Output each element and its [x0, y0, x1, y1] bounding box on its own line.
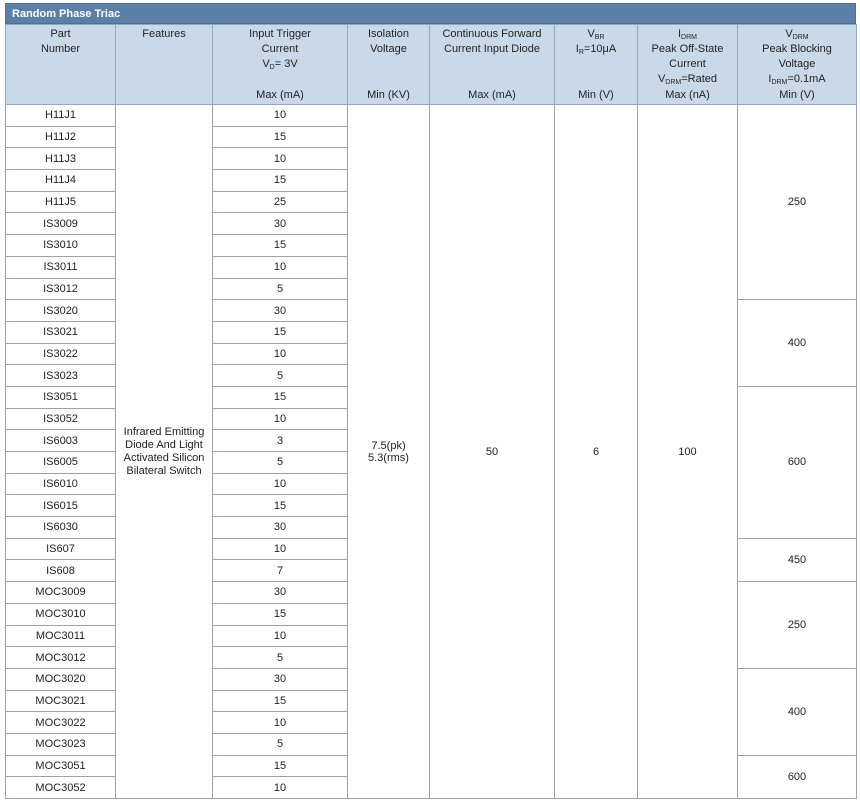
idrm-cell: 100: [638, 105, 738, 799]
header-idrm-i: I: [677, 28, 682, 40]
vdrm-cell: 600: [738, 755, 857, 798]
part-number-cell: IS6030: [6, 517, 116, 539]
trigger-current-cell: 5: [213, 452, 348, 474]
trigger-current-cell: 30: [213, 582, 348, 604]
vdrm-cell: 400: [738, 668, 857, 755]
header-features: [116, 25, 213, 105]
header-vdrm-unit: Min (V): [779, 89, 815, 101]
trigger-current-cell: 15: [213, 321, 348, 343]
trigger-current-cell: 10: [213, 105, 348, 127]
header-trigger-sub: D: [269, 64, 275, 71]
header-idrm-vrest: =Rated: [681, 73, 718, 85]
trigger-current-cell: 10: [213, 343, 348, 365]
header-part-line1: Part: [50, 28, 71, 40]
isolation-voltage-cell: [348, 105, 430, 799]
part-number-cell: IS3009: [6, 213, 116, 235]
part-number-cell: IS3023: [6, 365, 116, 387]
header-forward-line2: Current Input Diode: [444, 43, 540, 55]
vbr-cell: 6: [555, 105, 638, 799]
part-number-cell: IS3051: [6, 386, 116, 408]
header-forward-line1: Continuous Forward: [442, 28, 542, 40]
trigger-current-cell: 5: [213, 647, 348, 669]
trigger-current-cell: 10: [213, 777, 348, 799]
triac-spec-table: [5, 24, 857, 799]
header-vbr-irest: =10μA: [583, 43, 617, 55]
header-part-line2: Number: [40, 43, 81, 55]
header-vdrm-irest: =0.1mA: [787, 73, 826, 85]
header-vdrm-sub: DRM: [792, 34, 809, 41]
part-number-cell: IS3022: [6, 343, 116, 365]
part-number-cell: H11J5: [6, 191, 116, 213]
part-number-cell: IS3012: [6, 278, 116, 300]
part-number-cell: MOC3012: [6, 647, 116, 669]
part-number-cell: MOC3009: [6, 582, 116, 604]
header-vbr-v: V: [587, 28, 595, 40]
header-features-line1: Features: [142, 28, 186, 40]
header-idrm-line3: Current: [669, 58, 706, 70]
trigger-current-cell: 15: [213, 235, 348, 257]
features-cell: Infrared Emitting Diode And Light Activated Silicon Bilateral Switch: [116, 105, 213, 799]
header-trigger-line2: Current: [261, 43, 299, 55]
trigger-current-cell: 30: [213, 517, 348, 539]
header-idrm-v: V: [657, 73, 666, 85]
header-idrm-line2: Peak Off-State: [651, 43, 724, 55]
forward-current-cell: 50: [430, 105, 555, 799]
part-number-cell: MOC3021: [6, 690, 116, 712]
header-vdrm-line3: Voltage: [778, 58, 816, 70]
isolation-value-rms: 5.3(rms): [368, 451, 409, 464]
trigger-current-cell: 5: [213, 733, 348, 755]
part-number-cell: IS3020: [6, 300, 116, 322]
header-idrm-unit: Max (nA): [665, 89, 710, 101]
header-isolation-unit: Min (KV): [367, 89, 410, 101]
trigger-current-cell: 10: [213, 408, 348, 430]
vdrm-cell: 600: [738, 386, 857, 538]
trigger-current-cell: 15: [213, 755, 348, 777]
header-isolation-line2: Voltage: [370, 43, 407, 55]
part-number-cell: MOC3052: [6, 777, 116, 799]
part-number-cell: H11J3: [6, 148, 116, 170]
header-isolation-voltage: [348, 25, 430, 105]
header-trigger-v: V: [262, 58, 270, 70]
header-continuous-forward-current: [430, 25, 555, 105]
trigger-current-cell: 3: [213, 430, 348, 452]
part-number-cell: H11J4: [6, 170, 116, 192]
vdrm-cell: 400: [738, 300, 857, 387]
header-vbr: [555, 25, 638, 105]
header-vdrm-i: I: [768, 73, 772, 85]
trigger-current-cell: 15: [213, 386, 348, 408]
trigger-current-cell: 5: [213, 278, 348, 300]
table-title: Random Phase Triac: [5, 3, 856, 24]
header-trigger-unit: Max (mA): [256, 89, 304, 101]
trigger-current-cell: 10: [213, 256, 348, 278]
trigger-current-cell: 30: [213, 213, 348, 235]
trigger-current-cell: 10: [213, 625, 348, 647]
random-phase-triac-table-wrapper: [5, 3, 856, 799]
trigger-current-cell: 10: [213, 148, 348, 170]
trigger-current-cell: 15: [213, 495, 348, 517]
trigger-current-cell: 10: [213, 538, 348, 560]
trigger-current-cell: 30: [213, 668, 348, 690]
part-number-cell: IS6015: [6, 495, 116, 517]
part-number-cell: IS6010: [6, 473, 116, 495]
header-idrm: [638, 25, 738, 105]
header-trigger-rest: = 3V: [274, 58, 298, 70]
part-number-cell: IS3052: [6, 408, 116, 430]
part-number-cell: MOC3022: [6, 712, 116, 734]
header-vdrm-line2: Peak Blocking: [762, 43, 832, 55]
table-body: [6, 105, 857, 799]
part-number-cell: IS3021: [6, 321, 116, 343]
part-number-cell: IS6003: [6, 430, 116, 452]
trigger-current-cell: 15: [213, 170, 348, 192]
header-part-number: [6, 25, 116, 105]
part-number-cell: MOC3023: [6, 733, 116, 755]
part-number-cell: MOC3010: [6, 603, 116, 625]
part-number-cell: H11J2: [6, 126, 116, 148]
table-row: [6, 105, 857, 127]
vdrm-cell: 250: [738, 582, 857, 669]
header-idrm-vsub: DRM: [665, 79, 682, 86]
header-input-trigger-current: [213, 25, 348, 105]
part-number-cell: IS607: [6, 538, 116, 560]
part-number-cell: MOC3051: [6, 755, 116, 777]
vdrm-cell: 250: [738, 105, 857, 300]
trigger-current-cell: 30: [213, 300, 348, 322]
header-vbr-isub: R: [578, 49, 584, 56]
part-number-cell: IS3010: [6, 235, 116, 257]
header-vdrm-isub: DRM: [771, 79, 788, 86]
header-isolation-line1: Isolation: [368, 28, 409, 40]
trigger-current-cell: 10: [213, 473, 348, 495]
trigger-current-cell: 15: [213, 690, 348, 712]
part-number-cell: MOC3020: [6, 668, 116, 690]
header-vbr-unit: Min (V): [578, 89, 614, 101]
part-number-cell: IS608: [6, 560, 116, 582]
header-vdrm: [738, 25, 857, 105]
trigger-current-cell: 15: [213, 603, 348, 625]
header-vdrm-v: V: [785, 28, 793, 40]
trigger-current-cell: 15: [213, 126, 348, 148]
header-vbr-i: I: [575, 43, 579, 55]
isolation-value-pk: 7.5(pk): [371, 439, 406, 452]
part-number-cell: H11J1: [6, 105, 116, 127]
header-vbr-sub: BR: [594, 34, 605, 41]
part-number-cell: IS3011: [6, 256, 116, 278]
part-number-cell: IS6005: [6, 452, 116, 474]
header-idrm-sub: DRM: [681, 34, 697, 41]
header-row: [6, 25, 857, 105]
header-trigger-line1: Input Trigger: [249, 28, 311, 40]
trigger-current-cell: 25: [213, 191, 348, 213]
trigger-current-cell: 10: [213, 712, 348, 734]
header-forward-unit: Max (mA): [468, 89, 516, 101]
part-number-cell: MOC3011: [6, 625, 116, 647]
vdrm-cell: 450: [738, 538, 857, 581]
trigger-current-cell: 5: [213, 365, 348, 387]
trigger-current-cell: 7: [213, 560, 348, 582]
